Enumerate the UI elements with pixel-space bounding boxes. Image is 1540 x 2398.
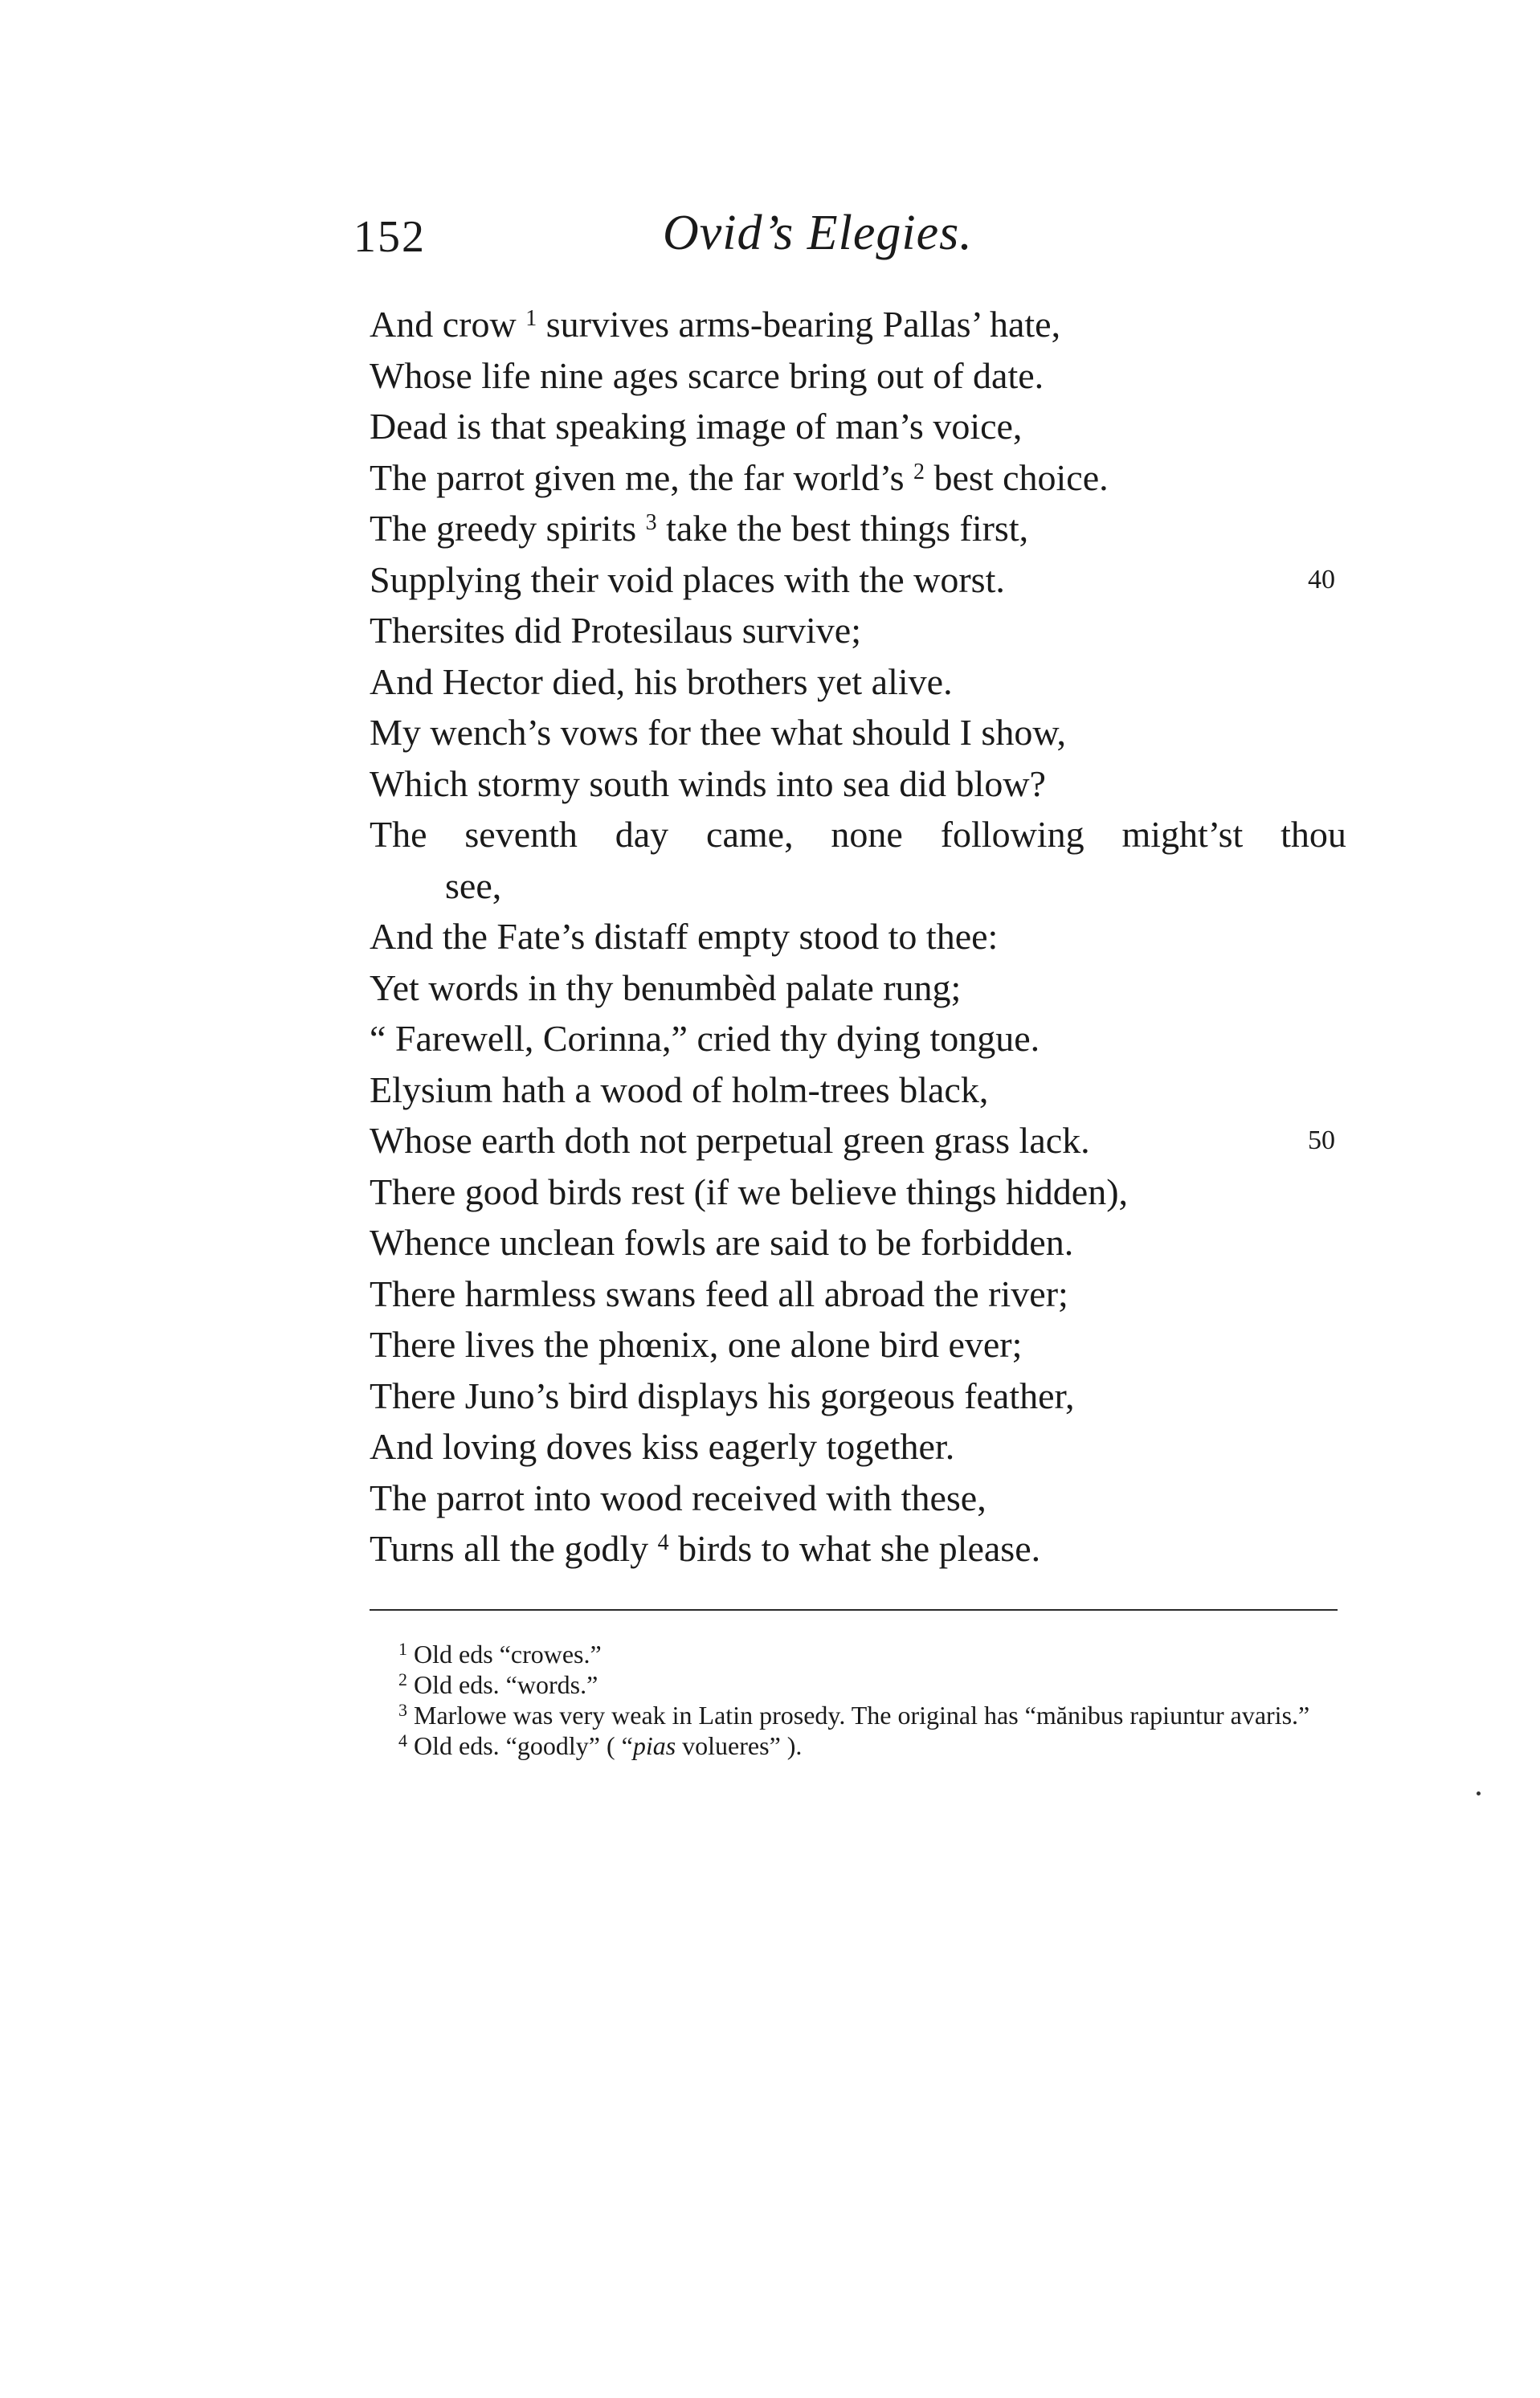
- footnote: [370, 1700, 1354, 1730]
- verse-word: might’st: [1121, 814, 1244, 855]
- verse-line: [370, 605, 1358, 656]
- running-title: Ovid’s Elegies.: [663, 206, 973, 260]
- footnote-marker: 2: [913, 459, 925, 484]
- verse-text: There Juno’s bird displays his gorgeous feather,: [370, 1375, 1075, 1416]
- footnote-marker: 1: [525, 306, 537, 331]
- verse-text: best choice.: [925, 456, 1109, 498]
- footnotes: [370, 1639, 1354, 1761]
- verse-line: [370, 350, 1358, 402]
- print-speck: [1477, 1791, 1481, 1795]
- verse-text: And Hector died, his brothers yet alive.: [370, 660, 953, 702]
- footnote-text: Old eds “crowes.”: [407, 1640, 602, 1669]
- footnote-number: 2: [398, 1669, 407, 1689]
- verse-text: Supplying their void places with the worst.: [370, 558, 1005, 600]
- verse-line: [370, 401, 1358, 452]
- page-number: 152: [353, 212, 426, 262]
- verse-line: [370, 1217, 1358, 1268]
- verse-line: [370, 707, 1358, 758]
- verse-line: [370, 1064, 1358, 1116]
- verse-line: [370, 1421, 1358, 1473]
- verse-line: [370, 911, 1358, 962]
- footnote-italic: pias: [632, 1731, 676, 1760]
- verse-line: [370, 1166, 1358, 1218]
- line-number: 50: [1308, 1125, 1335, 1155]
- verse-text: survives arms-bearing Pallas’ hate,: [537, 304, 1061, 345]
- verse-word: The: [370, 814, 427, 855]
- verse-word: day: [615, 814, 669, 855]
- page-header: [353, 205, 1350, 277]
- verse-text: Whence unclean fowls are said to be forbidden.: [370, 1222, 1074, 1263]
- footnote: [370, 1669, 1354, 1700]
- verse-line: [370, 1319, 1358, 1371]
- verse-line: [370, 554, 1358, 606]
- verse-block: [370, 299, 1358, 1575]
- line-number: 40: [1308, 564, 1335, 594]
- verse-line: [370, 299, 1358, 350]
- verse-text: Turns all the godly: [370, 1528, 658, 1569]
- verse-line: [370, 503, 1358, 554]
- verse-text: Whose life nine ages scarce bring out of date.: [370, 354, 1044, 396]
- footnote-text: Marlowe was very weak in Latin prosedy. The original has “mănibus rapiuntur avaris.”: [407, 1701, 1310, 1730]
- verse-word: thou: [1281, 814, 1346, 855]
- verse-line: [370, 1115, 1358, 1166]
- verse-text: “ Farewell, Corinna,” cried thy dying tongue.: [370, 1018, 1040, 1059]
- footnote-number: 1: [398, 1639, 407, 1659]
- verse-text: Elysium hath a wood of holm-trees black,: [370, 1068, 989, 1110]
- footnote-number: 4: [398, 1730, 407, 1750]
- verse-word: seventh: [464, 814, 578, 855]
- footnote-text: volueres” ).: [676, 1731, 803, 1760]
- footnote-text: Old eds. “words.”: [407, 1670, 598, 1699]
- verse-word: following: [940, 814, 1085, 855]
- footnote: [370, 1639, 1354, 1669]
- verse-line: [370, 758, 1358, 810]
- footnote: [370, 1730, 1354, 1761]
- verse-text: Yet words in thy benumbèd palate rung;: [370, 966, 962, 1008]
- verse-text: The parrot into wood received with these,: [370, 1477, 986, 1518]
- verse-line: [370, 656, 1358, 708]
- verse-text: Whose earth doth not perpetual green grass lack.: [370, 1120, 1090, 1161]
- verse-text: There harmless swans feed all abroad the river;: [370, 1273, 1068, 1314]
- verse-text: birds to what she please.: [668, 1528, 1041, 1569]
- verse-text: There good birds rest (if we believe things hidden),: [370, 1170, 1129, 1212]
- verse-text: And loving doves kiss eagerly together.: [370, 1426, 955, 1467]
- verse-text: see,: [445, 864, 502, 906]
- verse-text: There lives the phœnix, one alone bird ever;: [370, 1324, 1023, 1365]
- footnote-number: 3: [398, 1700, 407, 1720]
- verse-text: Thersites did Protesilaus survive;: [370, 610, 861, 651]
- verse-word: none: [831, 814, 903, 855]
- verse-text: Which stormy south winds into sea did blow?: [370, 762, 1046, 804]
- verse-text: Dead is that speaking image of man’s voice,: [370, 406, 1023, 447]
- verse-text: And the Fate’s distaff empty stood to thee:: [370, 916, 999, 957]
- verse-line: [370, 1473, 1358, 1524]
- verse-line: [370, 809, 1346, 860]
- verse-text: take the best things first,: [656, 508, 1029, 549]
- verse-word: came,: [706, 814, 794, 855]
- verse-line: [370, 860, 1358, 912]
- verse-line: [370, 452, 1358, 504]
- verse-text: And crow: [370, 304, 526, 345]
- footnote-marker: 4: [657, 1530, 669, 1555]
- verse-line: [370, 1371, 1358, 1422]
- verse-line: [370, 1268, 1358, 1320]
- verse-text: The parrot given me, the far world’s: [370, 456, 913, 498]
- footnote-rule: [370, 1609, 1338, 1611]
- footnote-text: Old eds. “goodly” ( “: [407, 1731, 633, 1760]
- footnote-marker: 3: [645, 510, 657, 535]
- verse-line: [370, 1523, 1358, 1575]
- verse-line: [370, 962, 1358, 1014]
- verse-line: [370, 1013, 1358, 1064]
- verse-text: The greedy spirits: [370, 508, 646, 549]
- verse-text: My wench’s vows for thee what should I show,: [370, 712, 1067, 753]
